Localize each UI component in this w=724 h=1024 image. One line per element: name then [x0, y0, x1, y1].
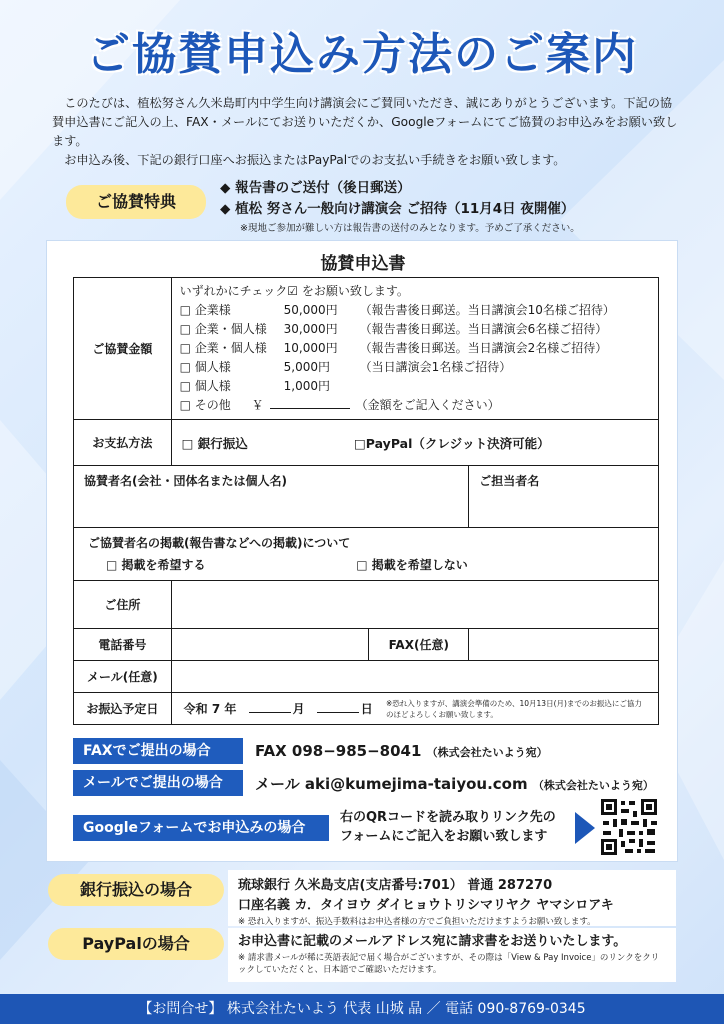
transfer-date-field[interactable]: 令和 7 年 月 日 ※恐れ入りますが、講演会準備のため、10月13日(月)までのお振込にご協力のほどよろしくお願い致します。 — [171, 693, 658, 725]
benefit-label: ご協賛特典 — [66, 185, 206, 219]
form-title: 協賛申込書 — [320, 254, 406, 274]
address-label: ご住所 — [74, 581, 172, 629]
phone-field[interactable] — [171, 629, 369, 661]
arrow-right-icon — [575, 812, 595, 844]
google-form-instructions: 右のQRコードを読み取りリンク先の フォームにご記入をお願い致します — [340, 810, 556, 844]
other-amount-field[interactable] — [270, 397, 350, 409]
fax-label: FAX(任意) — [369, 629, 469, 661]
intro-text — [52, 94, 682, 170]
intro-paragraph-1: このたびは、植松努さん久米島町内中学生向け講演会にご賛同いただき、誠にありがとうございます。下記の協賛申込書にご記入の上、FAX・メールにてお送りいただくか、Googleフォームにてご協賛のお申込みをお願い致します。 — [52, 96, 678, 148]
payment-label: お支払方法 — [74, 420, 172, 466]
mail-submit-label: メールでご提出の場合 — [73, 770, 243, 796]
sponsor-name-label: 協賛者名(会社・団体名または個人名) — [84, 474, 287, 488]
amount-option[interactable]: □ 企業・個人様 30,000円 （報告書後日郵送。当日講演会6名様ご招待） — [179, 322, 608, 336]
publish-label: ご協賛者名の掲載(報告書などへの掲載)について — [88, 536, 351, 550]
application-form — [46, 240, 678, 862]
phone-label: 電話番号 — [74, 629, 172, 661]
paypal-text: お申込書に記載のメールアドレス宛に請求書をお送りいたします。 — [238, 934, 627, 949]
bank-info — [228, 870, 676, 926]
benefit-item: ◆ 報告書のご送付（後日郵送） — [220, 180, 411, 196]
benefit-list — [220, 178, 574, 220]
publish-yes-option[interactable]: □ 掲載を希望する — [106, 558, 206, 572]
bank-transfer-label: 銀行振込の場合 — [48, 874, 224, 906]
form-table — [73, 277, 659, 725]
email-field[interactable] — [171, 661, 658, 693]
mail-submit-row — [73, 770, 654, 796]
amount-intro: いずれかにチェック☑ をお願い致します。 — [179, 284, 409, 298]
fax-submit-label: FAXでご提出の場合 — [73, 738, 243, 764]
contact-footer: 【お問合せ】 株式会社たいよう 代表 山城 晶 ／ 電話 090-8769-0345 — [0, 994, 724, 1024]
bank-fee-note: ※ 恐れ入りますが、振込手数料はお申込者様の方でご負担いただけますようお願い致します。 — [238, 917, 596, 927]
fax-submit-row — [73, 738, 548, 764]
mail-address[interactable]: メール aki@kumejima-taiyou.com （株式会社たいよう宛） — [255, 774, 654, 793]
email-label: メール(任意) — [74, 661, 172, 693]
page-title: ご協賛申込み方法のご案内 — [86, 29, 638, 80]
payment-paypal-option[interactable]: □PayPal（クレジット決済可能） — [354, 435, 550, 451]
google-form-label: Googleフォームでお申込みの場合 — [73, 815, 329, 841]
benefit-note: ※現地ご参加が難しい方は報告書の送付のみとなります。予めご了承ください。 — [240, 223, 580, 234]
bank-account: 琉球銀行 久米島支店(支店番号:701） 普通 287270 — [238, 878, 553, 893]
amount-option[interactable]: □ 個人様 1,000円 — [179, 379, 330, 393]
amount-option[interactable]: □ 企業・個人様 10,000円 （報告書後日郵送。当日講演会2名様ご招待） — [179, 341, 608, 355]
transfer-note: ※恐れ入りますが、講演会準備のため、10月13日(月)までのお振込にご協力のほどよろしくお願い致します。 — [386, 698, 642, 719]
amount-label: ご協賛金額 — [74, 278, 172, 420]
publish-section — [74, 528, 659, 581]
sponsor-name-field[interactable] — [74, 466, 469, 528]
bank-account-name: 口座名義 カ．タイヨウ ダイヒョウトリシマリヤク ヤマシロアキ — [238, 898, 614, 913]
publish-no-option[interactable]: □ 掲載を希望しない — [356, 558, 468, 572]
amount-options — [171, 278, 658, 420]
transfer-date-label: お振込予定日 — [74, 693, 172, 725]
paypal-info — [228, 928, 676, 982]
amount-option-other[interactable]: □ その他 ￥ （金額をご記入ください） — [179, 398, 500, 412]
payment-options — [171, 420, 658, 466]
amount-option[interactable]: □ 企業様 50,000円 （報告書後日郵送。当日講演会10名様ご招待） — [179, 303, 615, 317]
address-field[interactable] — [171, 581, 658, 629]
intro-paragraph-2: お申込み後、下記の銀行口座へお振込またはPayPalでのお支払い手続きをお願い致します。 — [64, 153, 566, 167]
payment-bank-option[interactable]: □ 銀行振込 — [181, 435, 248, 451]
fax-field[interactable] — [469, 629, 659, 661]
paypal-label: PayPalの場合 — [48, 928, 224, 960]
google-submit-row — [73, 815, 329, 841]
benefit-item: ◆ 植松 努さん一般向け講演会 ご招待（11月4日 夜開催） — [220, 201, 575, 217]
fax-number: FAX 098−985−8041 （株式会社たいよう宛） — [255, 742, 548, 760]
amount-option[interactable]: □ 個人様 5,000円 （当日講演会1名様ご招待） — [179, 360, 512, 374]
paypal-note: ※ 請求書メールが稀に英語表記で届く場合がございますが、その際は「View & Pay Invoice」のリンクをクリックしていただくと、日本語でご確認いただけます。 — [238, 953, 660, 975]
contact-name-field[interactable] — [469, 466, 659, 528]
qr-code-icon[interactable] — [599, 797, 659, 857]
contact-name-label: ご担当者名 — [479, 474, 540, 488]
